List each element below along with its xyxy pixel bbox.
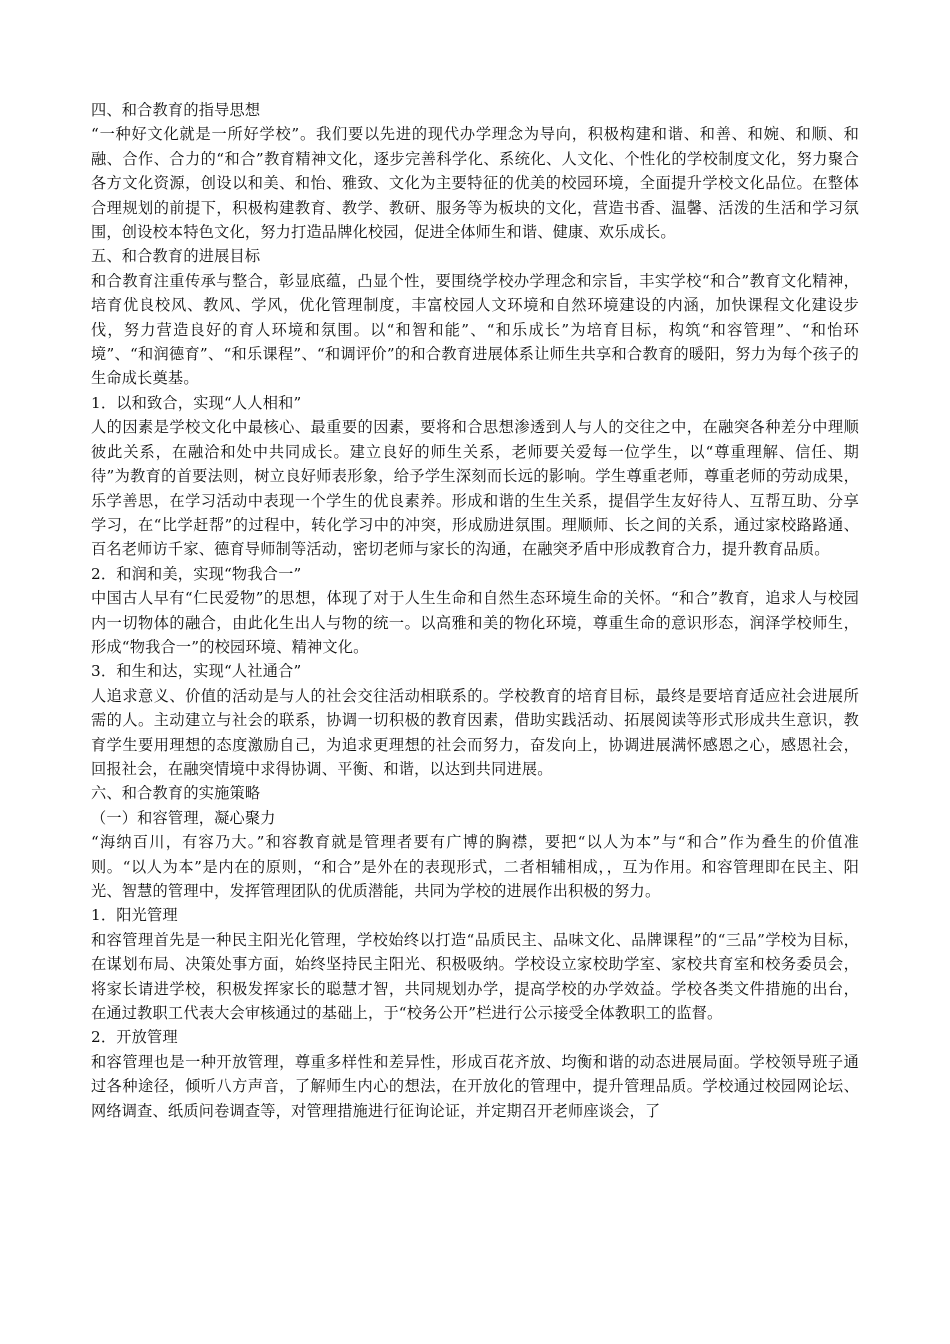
subsection-heading: 3．和生和达，实现“人社通合” (91, 662, 302, 681)
body-paragraph: 中国古人早有“仁民爱物”的思想，体现了对于人生生命和自然生态环境生命的关怀。“和合”教育，追求人与校园内一切物体的融合，由此化生出人与物的统一。以高雅和美的物化环境，尊重生命的意识形态，润泽学校师生，形成“物我合一”的校园环境、精神文化。 (91, 589, 859, 656)
body-paragraph: 和容管理首先是一种民主阳光化管理，学校始终以打造“品质民主、品味文化、品牌课程”的“三品”学校为目标，在谋划布局、决策处事方面，始终坚持民主阳光、积极吸纳。学校设立家校助学室、家校共育室和校务委员会，将家长请进学校，积极发挥家长的聪慧才智，共同规划办学，提高学校的办学效益。学校各类文件措施的出台，在通过教职工代表大会审核通过的基础上，于“校务公开”栏进行公示接受全体教职工的监督。 (91, 930, 859, 1023)
body-paragraph: “一种好文化就是一所好学校”。我们要以先进的现代办学理念为导向，积极构建和谐、和善、和婉、和顺、和融、合作、合力的“和合”教育精神文化，逐步完善科学化、系统化、人文化、个性化的学校制度文化，努力聚合各方文化资源，创设以和美、和怡、雅致、文化为主要特征的优美的校园环境，全面提升学校文化品位。在整体合理规划的前提下，积极构建教育、教学、教研、服务等为板块的文化，营造书香、温馨、活泼的生活和学习氛围，创设校本特色文化，努力打造品牌化校园，促进全体师生和谐、健康、欢乐成长。 (91, 125, 859, 242)
section-heading-5: 五、和合教育的进展目标 (91, 247, 261, 266)
body-paragraph: 和容管理也是一种开放管理，尊重多样性和差异性，形成百花齐放、均衡和谐的动态进展局面。学校领导班子通过各种途径，倾听八方声音，了解师生内心的想法，在开放化的管理中，提升管理品质。学校通过校园网论坛、网络调查、纸质问卷调查等，对管理措施进行征询论证，并定期召开老师座谈会，了 (91, 1052, 859, 1120)
subsection-heading: 2．和润和美，实现“物我合一” (91, 564, 302, 583)
body-paragraph: 人的因素是学校文化中最核心、最重要的因素，要将和合思想渗透到人与人的交往之中，在融突各种差分中理顺彼此关系，在融洽和处中共同成长。建立良好的师生关系，老师要关爱每一位学生，以“尊重理解、信任、期待”为教育的首要法则，树立良好师表形象，给予学生深刻而长远的影响。学生尊重老师，尊重老师的劳动成果，乐学善思，在学习活动中表现一个学生的优良素养。形成和谐的生生关系，提倡学生友好待人、互帮互助、分享学习，在“比学赶帮”的过程中，转化学习中的冲突，形成励进氛围。理顺师、长之间的关系，通过家校路路通、百名老师访千家、德育导师制等活动，密切老师与家长的沟通，在融突矛盾中形成教育合力，提升教育品质。 (91, 418, 859, 559)
subsection-heading: 2．开放管理 (91, 1028, 178, 1047)
body-paragraph: 人追求意义、价值的活动是与人的社会交往活动相联系的。学校教育的培育目标，最终是要培育适应社会进展所需的人。主动建立与社会的联系，协调一切积极的教育因素，借助实践活动、拓展阅读等形式形成共生意识，教育学生要用理想的态度激励自己，为追求更理想的社会而努力，奋发向上，协调进展满怀感恩之心，感恩社会，回报社会，在融突情境中求得协调、平衡、和谐，以达到共同进展。 (91, 686, 859, 778)
section-heading-6: 六、和合教育的实施策略 (91, 784, 261, 803)
body-paragraph: “海纳百川，有容乃大。”和容教育就是管理者要有广博的胸襟，要把“以人为本”与“和合”作为叠生的价值准则。“以人为本”是内在的原则，“和合”是外在的表现形式，二者相辅相成，，互为作用。和容管理即在民主、阳光、智慧的管理中，发挥管理团队的优质潜能，共同为学校的进展作出积极的努力。 (91, 833, 859, 900)
subsection-heading: （一）和容管理，凝心聚力 (91, 808, 276, 827)
body-paragraph: 和合教育注重传承与整合，彰显底蕴，凸显个性，要围绕学校办学理念和宗旨，丰实学校“和合”教育文化精神，培育优良校风、教风、学风，优化管理制度，丰富校园人文环境和自然环境建设的内涵，加快课程文化建设步伐，努力营造良好的育人环境和氛围。以“和智和能”、“和乐成长”为培育目标，构筑“和容管理”、“和怡环境”、“和润德育”、“和乐课程”、“和调评价”的和合教育进展体系让师生共享和合教育的暖阳，努力为每个孩子的生命成长奠基。 (91, 271, 859, 388)
document-page (91, 98, 859, 1123)
section-heading-4: 四、和合教育的指导思想 (91, 101, 261, 119)
subsection-heading: 1．以和致合，实现“人人相和” (91, 393, 302, 412)
subsection-heading: 1．阳光管理 (91, 906, 178, 925)
